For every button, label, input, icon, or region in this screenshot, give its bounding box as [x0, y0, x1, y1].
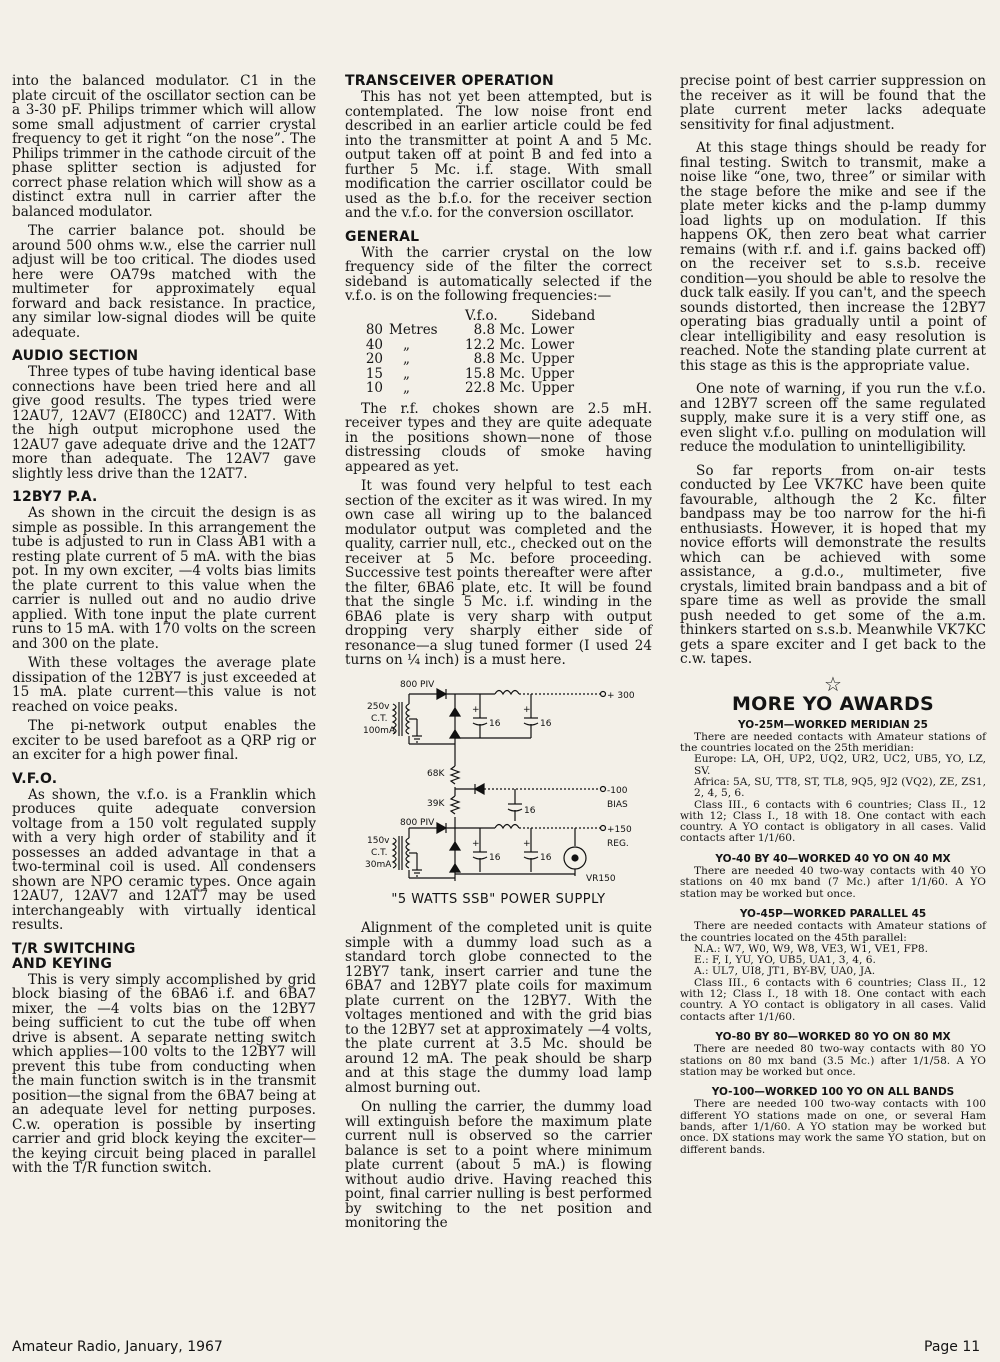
label-c16: 16: [540, 852, 552, 863]
awards-title: MORE YO AWARDS: [731, 693, 935, 715]
cell-unit: „: [403, 380, 410, 396]
header-vfo: V.f.o.: [465, 307, 498, 324]
award-line: Africa: 5A, SU, TT8, ST, TL8, 9Q5, 9J2 (VQ2), ZE, ZS1, 2, 4, 5, 6.: [694, 775, 986, 800]
resistor-icon: [451, 796, 459, 814]
diode-icon: [450, 864, 460, 872]
label-piv1: 800 PIV: [400, 679, 435, 690]
footer-page-number: Page 11: [924, 1339, 981, 1355]
award-line: E.: F, I, YU, YO, UB5, UA1, 3, 4, 6.: [694, 954, 876, 967]
cell-band: 15: [365, 365, 383, 382]
diode-icon: [475, 784, 484, 794]
terminal-icon: [601, 825, 606, 830]
cell-vfo: 22.8 Mc.: [465, 380, 526, 396]
cell-band: 20: [365, 351, 383, 367]
table-row: [353, 352, 601, 367]
paragraph: This has not yet been attempted, but is contemplated. The low noise front end described in an earlier article could be fed into the transmitter at point A and 5 Mc. output taken off at point B and fed into a further 5 Mc. i.f. stage. With small modification the carrier oscillator could be used as the b.f.o. for the receiver section and the v.f.o. for the conversion oscillator.: [345, 89, 652, 221]
cell-vfo: 12.2 Mc.: [465, 336, 526, 353]
label-out100: -100: [607, 785, 628, 796]
award-description: There are needed contacts with Amateur stations of the countries located on the 45th parallel:: [680, 920, 986, 944]
label-plus: +: [523, 704, 531, 715]
table-row: [353, 338, 601, 353]
award-yo-45p: [680, 909, 986, 1023]
award-description: There are needed 40 two-way contacts with 40 YO stations on 40 mx band (7 Mc.) after 1/1/60. A YO station may be worked but once.: [680, 865, 986, 900]
terminal-icon: [601, 786, 606, 791]
paragraph: At this stage things should be ready for final testing. Switch to transmit, make a noise like “one, two, three” or similar with the stage before the mike and see if the plate meter kicks and the p-lamp dummy load lights up on modulation. If this happens OK, then zero beat what carrier remains (with r.f. and i.f. gains backed off) on the receiver set to s.s.b. receive condition—you should be able to resolve the duck talk easily. If you can't, and the speech sounds distorted, then increase the 12BY7 operating bias gradually until a point of clear intelligibility and easy resolution is reached. Note the standing plate current at this stage as this is the appropriate value.: [680, 140, 986, 374]
label-bias: BIAS: [607, 799, 628, 810]
label-t2b: C.T.: [371, 847, 388, 858]
section-heading-tr: [12, 942, 316, 972]
heading-line: AND KEYING: [12, 955, 113, 972]
choke-icon: [495, 824, 519, 828]
section-heading-transceiver: TRANSCEIVER OPERATION: [345, 73, 554, 89]
table-row: [353, 323, 601, 338]
section-heading-audio: AUDIO SECTION: [12, 348, 139, 364]
label-t1a: 250v: [367, 701, 390, 712]
label-c16: 16: [524, 805, 536, 816]
label-r1: 68K: [427, 768, 445, 779]
cell-sideband: Upper: [531, 365, 575, 382]
section-heading-vfo: V.F.O.: [12, 770, 58, 787]
label-out300: + 300: [607, 690, 635, 701]
paragraph: precise point of best carrier suppression on the receiver as it will be found that the plate current meter lacks adequate sensitivity for final adjustment.: [680, 73, 986, 133]
diode-icon: [437, 823, 446, 833]
paragraph: As shown, the v.f.o. is a Franklin which produces quite adequate conversion voltage from a 150 volt regulated supply with a very high order of stability and it possesses an added advantage in that a two-terminal coil is used. All condensers shown are NPO ceramic types. Once again 12AU7, 12AV7 and 12AT7 may be used interchangeably with virtually identical results.: [12, 786, 316, 933]
cell-unit: „: [403, 351, 410, 367]
paragraph: Three types of tube having identical base connections have been tried here and all give good results. The types tried were 12AU7, 12AV7 (EI80CC) and 12AT7. With the high output microphone used the 12AU7 gave adequate drive and the 12AT7 more than adequate. The 12AV7 gave slightly less drive than the 12AT7.: [12, 364, 316, 482]
choke-icon: [495, 690, 519, 694]
label-out150: +150: [607, 824, 632, 835]
label-plus: +: [472, 838, 480, 849]
paragraph: The pi-network output enables the exciter to be used barefoot as a QRP rig or an exciter for a high power final.: [12, 718, 316, 763]
cell-sideband: Upper: [531, 380, 575, 396]
label-t2a: 150v: [367, 835, 390, 846]
section-heading-pa: 12BY7 P.A.: [12, 489, 98, 505]
paragraph: into the balanced modulator. C1 in the plate circuit of the oscillator section can be a 3-30 pF. Philips trimmer which will allow some small adjustment of carrier crystal frequency to get it right “on the nose”. The Philips trimmer in the cathode circuit of the phase splitter section is adjusted for correct phase relation which will show as a distinct extra null in carrier after the balanced modulator.: [12, 73, 316, 220]
diode-icon: [450, 730, 460, 738]
award-description: Class III., 6 contacts with 6 countries; Class II., 12 with 12; Class I., 18 with 18. One contact with each country. A YO contact is obligatory in all cases. Valid contacts after 1/1/60.: [680, 798, 986, 845]
paragraph: Alignment of the completed unit is quite simple with a dummy load such as a standard torch globe connected to the 12BY7 tank, insert carrier and tune the 6BA7 and 12BY7 plate coils for maximum plate current on the 12BY7. With the voltages mentioned and with the grid bias to the 12BY7 set at approximately —4 volts, the plate current at 3.5 Mc. should be around 12 mA. The peak should be sharp and at this stage the dummy load lamp almost burning out.: [345, 920, 652, 1096]
column-left: [12, 74, 316, 1181]
label-reg: REG.: [607, 838, 629, 849]
award-yo-80: [680, 1032, 986, 1078]
label-r2: 39K: [427, 798, 445, 809]
resistor-icon: [451, 766, 459, 784]
label-c16: 16: [489, 718, 501, 729]
transformer-lower: [393, 836, 422, 876]
cell-sideband: Lower: [531, 322, 575, 338]
cell-vfo: 15.8 Mc.: [465, 365, 526, 382]
cell-unit: Metres: [389, 322, 438, 338]
paragraph: The r.f. chokes shown are 2.5 mH. receiver types and they are quite adequate in the positions shown—none of those distressing clouds of smoke having appeared as yet.: [345, 400, 652, 475]
paragraph: It was found very helpful to test each section of the exciter as it was wired. In my own case all wiring up to the balanced modulator output was completed and the quality, carrier null, etc., checked out on the receiver at 5 Mc. before proceeding. Successive test points thereafter were after the filter, 6BA6 plate, etc. It will be found that the single 5 Mc. i.f. winding in the 6BA6 plate is very sharp with output dropping very sharply either side of resonance—a slug tuned former (I used 24 turns on ¼ inch) is a must here.: [345, 478, 652, 668]
award-yo-40: [680, 854, 986, 900]
table-row: [353, 367, 601, 382]
table-row: [353, 381, 601, 396]
award-description: There are needed 100 two-way contacts with 100 different YO stations made on one, or several Ham bands, after 1/1/60. A YO station may be worked but once. DX stations may work the same YO station, but on different bands.: [680, 1098, 986, 1156]
award-description: There are needed contacts with Amateur stations of the countries located on the 25th meridian:: [680, 730, 986, 755]
paragraph: With the carrier crystal on the low frequency side of the filter the correct sideband is automatically selected if the v.f.o. is on the following frequencies:—: [345, 244, 652, 304]
award-description: There are needed 80 two-way contacts with 80 YO stations on 80 mx band (3.5 Mc.) after 1/1/58. A YO station may be worked but once.: [680, 1043, 986, 1078]
label-vr: VR150: [586, 873, 616, 884]
heading-line: T/R SWITCHING: [12, 940, 136, 957]
diode-icon: [450, 708, 460, 716]
paragraph: One note of warning, if you run the v.f.o. and 12BY7 screen off the same regulated supply, make sure it is a very stiff one, as even slight v.f.o. pulling on modulation will reduce the modulation to unintelligibility.: [680, 381, 986, 455]
cell-vfo: 8.8 Mc.: [473, 351, 526, 367]
paragraph: With these voltages the average plate dissipation of the 12BY7 is just exceeded at 15 mA. plate current—this value is not reached on voice peaks.: [12, 655, 316, 715]
label-plus: +: [472, 704, 480, 715]
terminal-icon: [601, 691, 606, 696]
cell-unit: „: [403, 365, 410, 382]
award-yo-25m: [680, 720, 986, 845]
label-c16: 16: [540, 718, 552, 729]
award-title: YO-25M—WORKED MERIDIAN 25: [738, 718, 928, 731]
paragraph: As shown in the circuit the design is as simple as possible. In this arrangement the tube is adjusted to run in Class AB1 with a resting plate current of 5 mA. with the bias pot. In my own exciter, —4 volts bias limits the plate current to this value when the carrier is nulled out and no audio drive applied. With tone input the plate current runs to 15 mA. with 170 volts on the screen and 300 on the plate.: [12, 505, 316, 652]
award-yo-100: [680, 1087, 986, 1156]
header-sideband: Sideband: [531, 307, 596, 324]
award-description: Class III., 6 contacts with 6 countries; Class II., 12 with 12; Class I., 18 with 18. One contact with each country. A YO contact is obligatory in all cases. Valid contacts after 1/1/60.: [680, 976, 986, 1023]
award-line: Europe: LA, OH, UP2, UQ2, UR2, UC2, UB5, YO, LZ, SV.: [694, 753, 986, 777]
paragraph: On nulling the carrier, the dummy load will extinguish before the maximum plate current null is observed so the carrier balance is set to a point where minimum plate current (about 5 mA.) is flowing without audio drive. Having reached this point, final carrier nulling is best performed by switching to the net position and monitoring the: [345, 1099, 652, 1231]
diode-icon: [437, 689, 446, 699]
cell-band: 80: [365, 322, 383, 338]
cell-vfo: 8.8 Mc.: [473, 322, 526, 338]
label-t2c: 30mA: [365, 859, 392, 870]
award-title: YO-40 BY 40—WORKED 40 YO ON 40 MX: [715, 852, 951, 865]
section-heading-general: GENERAL: [345, 228, 420, 245]
label-t1c: 100mA: [363, 725, 396, 736]
power-supply-schematic: [345, 676, 645, 891]
award-title: YO-80 BY 80—WORKED 80 YO ON 80 MX: [715, 1030, 951, 1043]
award-line: N.A.: W7, W0, W9, W8, VE3, W1, VE1, FP8.: [694, 942, 929, 955]
footer-publication: Amateur Radio, January, 1967: [12, 1339, 223, 1355]
cell-band: 10: [365, 380, 383, 396]
cell-band: 40: [365, 336, 383, 353]
cell-unit: „: [403, 336, 410, 353]
transformer-upper: [393, 702, 422, 742]
column-right: [680, 74, 986, 1165]
label-c16: 16: [489, 852, 501, 863]
star-icon: ☆: [824, 671, 842, 696]
label-t1b: C.T.: [371, 713, 388, 724]
table-header-row: [353, 309, 601, 324]
cell-sideband: Upper: [531, 351, 575, 367]
paragraph: So far reports from on-air tests conducted by Lee VK7KC have been quite favourable, although the 2 Kc. filter bandpass may be too narrow for the hi-fi enthusiasts. However, it is hoped that my novice efforts will demonstrate the results which can be achieved with some assistance, a g.d.o., multimeter, five crystals, limited brain bandpass and a bit of spare time as well as provide the small push needed to get some of the a.m. thinkers started on s.s.b. Meanwhile VK7KC gets a spare exciter and I get back to the c.w. tapes.: [680, 462, 986, 667]
award-line: A.: UL7, UI8, JT1, BY-BV, UA0, JA.: [694, 965, 876, 978]
paragraph: The carrier balance pot. should be around 500 ohms w.w., else the carrier null adjust will be too critical. The diodes used here were OA79s matched with the multimeter for approximately equal forward and back resistance. In practice, any similar low-signal diodes will be quite adequate.: [12, 223, 316, 341]
diode-icon: [450, 842, 460, 850]
column-middle: [345, 74, 652, 1236]
label-piv2: 800 PIV: [400, 817, 435, 828]
paragraph: This is very simply accomplished by grid block biasing of the 6BA6 i.f. and 6BA7 mixer, the —4 volts bias on the 12BY7 being sufficient to cut the tube off when drive is absent. A separate netting switch which applies—100 volts to the 12BY7 will prevent this tube from conducting when the main function switch is in the transmit position—the signal from the 6BA7 being at an adequate level for netting purposes. C.w. operation is possible by inserting carrier and grid block keying the exciter—the keying circuit being placed in parallel with the T/R function switch.: [12, 971, 316, 1176]
frequency-table: [353, 309, 601, 396]
label-plus: +: [523, 838, 531, 849]
award-title: YO-100—WORKED 100 YO ON ALL BANDS: [711, 1086, 955, 1099]
cell-sideband: Lower: [531, 336, 575, 353]
award-title: YO-45P—WORKED PARALLEL 45: [739, 907, 927, 920]
diagram-caption: "5 WATTS SSB" POWER SUPPLY: [391, 891, 606, 907]
